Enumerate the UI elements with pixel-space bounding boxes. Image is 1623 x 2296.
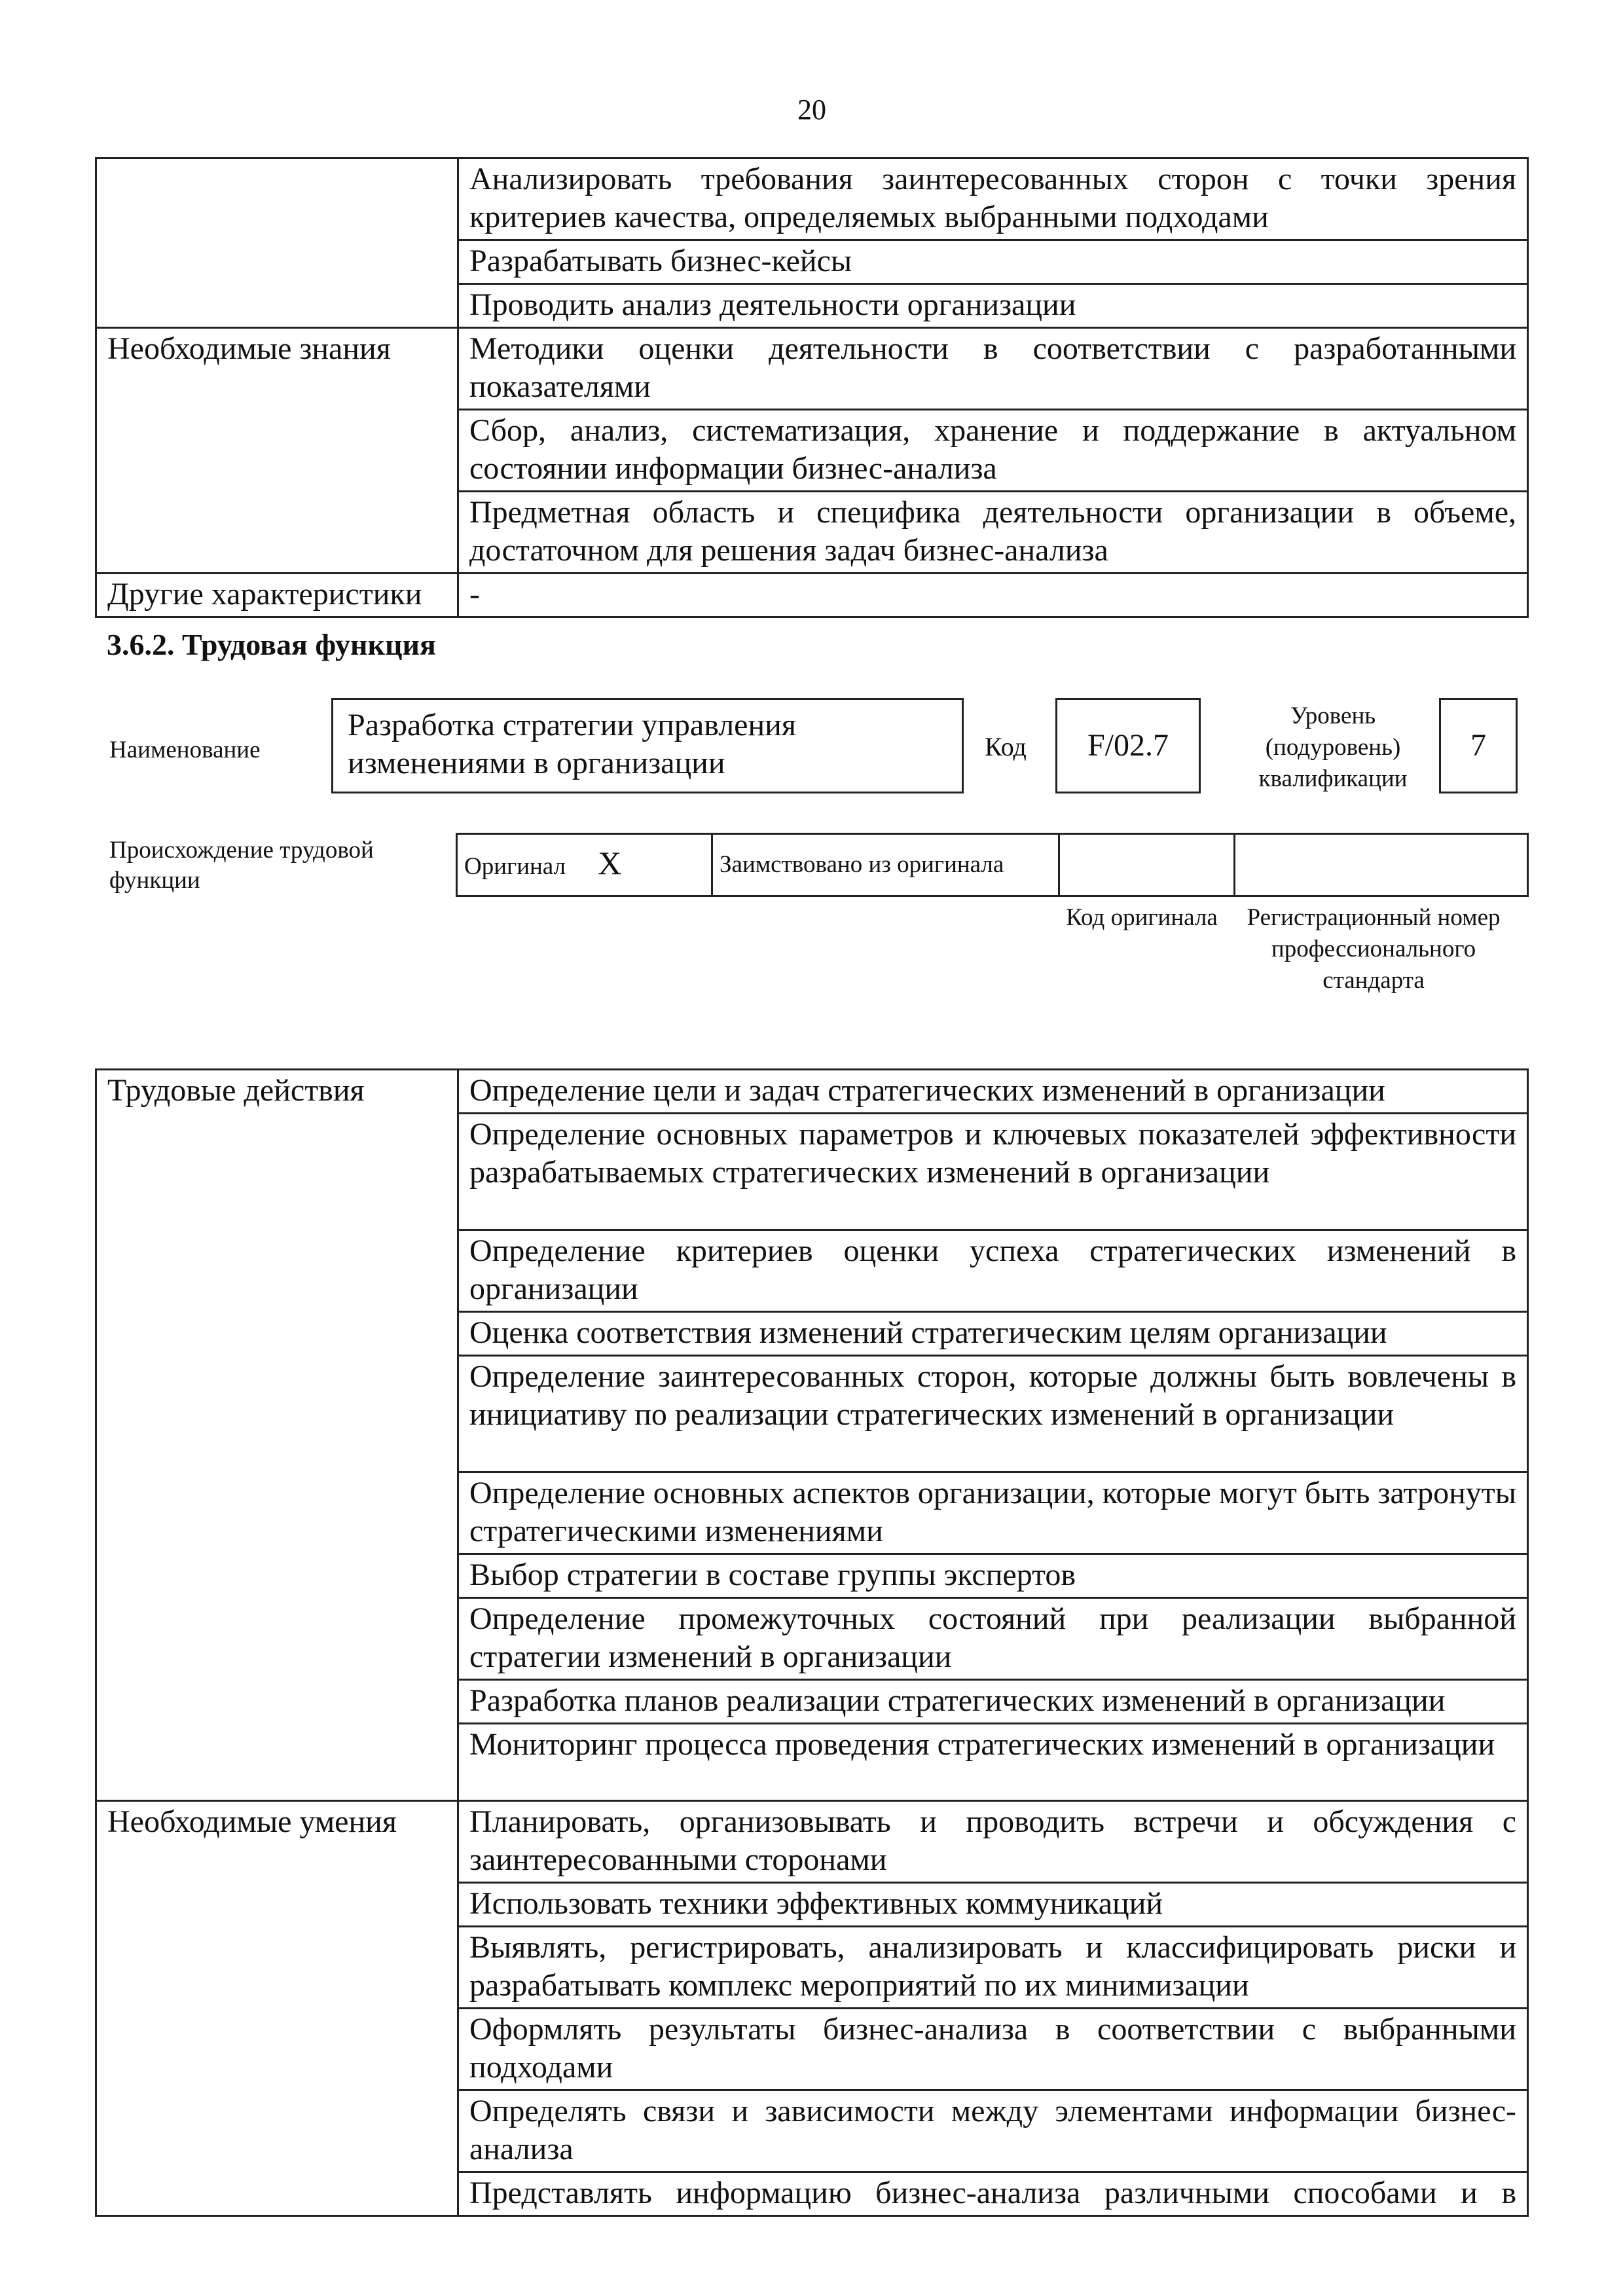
knowledge-item: Сбор, анализ, систематизация, хранение и поддержание в актуальном состоянии информации бизнес-анализа (458, 410, 1528, 492)
other-characteristics-value: - (458, 574, 1528, 617)
origin-table (456, 833, 1529, 897)
action-item: Определение цели и задач стратегических изменений в организации (458, 1070, 1528, 1114)
top-table (95, 157, 1529, 618)
action-item: Определение промежуточных состояний при реализации выбранной стратегии изменений в организации (458, 1598, 1528, 1680)
skill-item: Разрабатывать бизнес-кейсы (458, 240, 1528, 284)
original-code-cell (1059, 834, 1235, 896)
action-item: Определение критериев оценки успеха стратегических изменений в организации (458, 1230, 1528, 1312)
section-heading: 3.6.2. Трудовая функция (107, 628, 436, 661)
registration-number-cell (1235, 834, 1528, 896)
skill-item: Выявлять, регистрировать, анализировать и классифицировать риски и разрабатывать комплекс мероприятий по их минимизации (458, 1927, 1528, 2009)
original-cell (457, 834, 712, 896)
origin-label: Происхождение трудовой функции (109, 837, 374, 894)
skill-item: Оформлять результаты бизнес-анализа в соответствии с выбранными подходами (458, 2009, 1528, 2090)
code-label: Код (985, 732, 1027, 761)
knowledge-item: Методики оценки деятельности в соответствии с разработанными показателями (458, 328, 1528, 410)
action-item: Разработка планов реализации стратегических изменений в организации (458, 1680, 1528, 1724)
skills-continued-label-cell (96, 158, 458, 328)
original-code-caption: Код оригинала (1066, 904, 1218, 931)
original-x-mark: X (598, 845, 622, 881)
skill-item: Планировать, организовывать и проводить встречи и обсуждения с заинтересованными сторонами (458, 1801, 1528, 1883)
knowledge-item: Предметная область и специфика деятельности организации в объеме, достаточном для решения задач бизнес-анализа (458, 492, 1528, 574)
page-number: 20 (797, 94, 826, 126)
level-label: Уровень (подуровень) квалификации (1258, 702, 1408, 792)
action-item: Определение основных аспектов организации, которые могут быть затронуты стратегическими изменениями (458, 1472, 1528, 1554)
level-box: 7 (1439, 698, 1518, 793)
function-name-box: Разработка стратегии управления изменениями в организации (331, 698, 964, 793)
code-box: F/02.7 (1055, 698, 1201, 793)
registration-number-caption: Регистрационный номер профессионального стандарта (1247, 904, 1501, 994)
action-item: Определение заинтересованных сторон, которые должны быть вовлечены в инициативу по реализации стратегических изменений в организации (458, 1356, 1528, 1472)
required-skills-label: Необходимые умения (96, 1801, 458, 2216)
other-characteristics-label: Другие характеристики (96, 574, 458, 617)
action-item: Оценка соответствия изменений стратегическим целям организации (458, 1312, 1528, 1356)
skill-item: Определять связи и зависимости между элементами информации бизнес-анализа (458, 2090, 1528, 2172)
original-label: Оригинал (464, 853, 566, 880)
skill-item: Проводить анализ деятельности организации (458, 284, 1528, 328)
action-item: Выбор стратегии в составе группы экспертов (458, 1554, 1528, 1598)
knowledge-label: Необходимые знания (96, 328, 458, 574)
main-table (95, 1068, 1529, 2217)
name-label: Наименование (109, 737, 261, 763)
skill-item: Анализировать требования заинтересованных сторон с точки зрения критериев качества, определяемых выбранными подходами (458, 158, 1528, 240)
skill-item: Использовать техники эффективных коммуникаций (458, 1883, 1528, 1927)
action-item: Определение основных параметров и ключевых показателей эффективности разрабатываемых стратегических изменений в организации (458, 1114, 1528, 1230)
borrowed-label: Заимствовано из оригинала (712, 834, 1059, 896)
labor-actions-label: Трудовые действия (96, 1070, 458, 1801)
skill-item: Представлять информацию бизнес-анализа различными способами и в (458, 2172, 1528, 2216)
action-item: Мониторинг процесса проведения стратегических изменений в организации (458, 1724, 1528, 1801)
